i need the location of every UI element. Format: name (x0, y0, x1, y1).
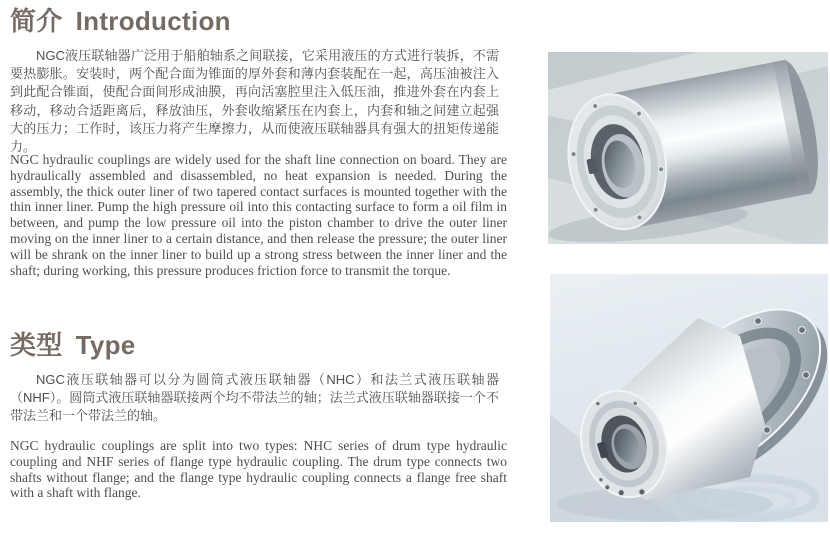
flange-coupling-svg (550, 274, 828, 522)
bolt-hole (593, 207, 599, 213)
type-paragraph-chinese: NGC液压联轴器可以分为圆筒式液压联轴器（NHC）和法兰式液压联轴器（NHF）。圆筒式液压联轴器联接两个均不带法兰的轴；法兰式液压联轴器联接一个不带法兰和一个带法兰的轴。 (10, 372, 499, 424)
drum-coupling-render (548, 52, 828, 244)
bolt-hole (636, 214, 642, 220)
introduction-heading (10, 1, 231, 38)
bolt-hole (755, 318, 762, 325)
introduction-paragraph-chinese: NGC液压联轴器广泛用于船舶轴系之间联接，它采用液压的方式进行装拆，不需要热膨胀。安装时，两个配合面为锥面的厚外套和薄内套装配在一起，高压油被注入到此配合锥面，使配合面间形成油膜，再向活塞腔里注入低压油，推进外套在内套上移动，移动合适距离后，释放油压，外套收缩紧压在内套上，内套和轴之间建立起强大的压力；工作时，该压力将产生摩擦力，从而使液压联轴器具有强大的扭矩传递能力。 (10, 48, 499, 155)
bolt-hole (592, 103, 598, 109)
flange-coupling-render (550, 274, 828, 522)
bolt-hole (764, 427, 771, 434)
introduction-paragraph-english: NGC hydraulic couplings are widely used for the shaft line connection on board. They are hydraulically assembled and disassembled, no heat expansion is needed. During the assembly, the thick outer liner of two tapered contact surfaces is mounted together with the thin inner liner. Pump the high pressure oil into this contacting surface to form a oil film in between, and pump the low pressure oil into the piston chamber to drive the outer liner moving on the inner liner to a certain distance, and then release the pressure; the outer liner will be shrank on the inner liner to build up a strong stress between the inner liner and the shaft; during working, this pressure produces friction force to transmit the torque. (10, 152, 507, 278)
bolt-hole (658, 166, 664, 172)
introduction-heading-en: Introduction (75, 6, 231, 36)
type-heading-en: Type (75, 330, 136, 360)
bolt-hole (803, 372, 810, 379)
introduction-heading-zh: 简介 (10, 6, 63, 36)
type-heading (10, 325, 136, 362)
bolt-hole (636, 111, 642, 117)
bolt-hole (571, 151, 577, 157)
type-paragraph-english: NGC hydraulic couplings are split into two types: NHC series of drum type hydraulic coupling and NHF series of flange type hydraulic coupling. The drum type connects two shafts without flange; and the flange type hydraulic coupling connects a flange free shaft with a shaft with flange. (10, 438, 507, 501)
drum-coupling-svg (548, 52, 828, 244)
type-heading-zh: 类型 (10, 330, 63, 360)
bolt-hole (799, 327, 806, 334)
